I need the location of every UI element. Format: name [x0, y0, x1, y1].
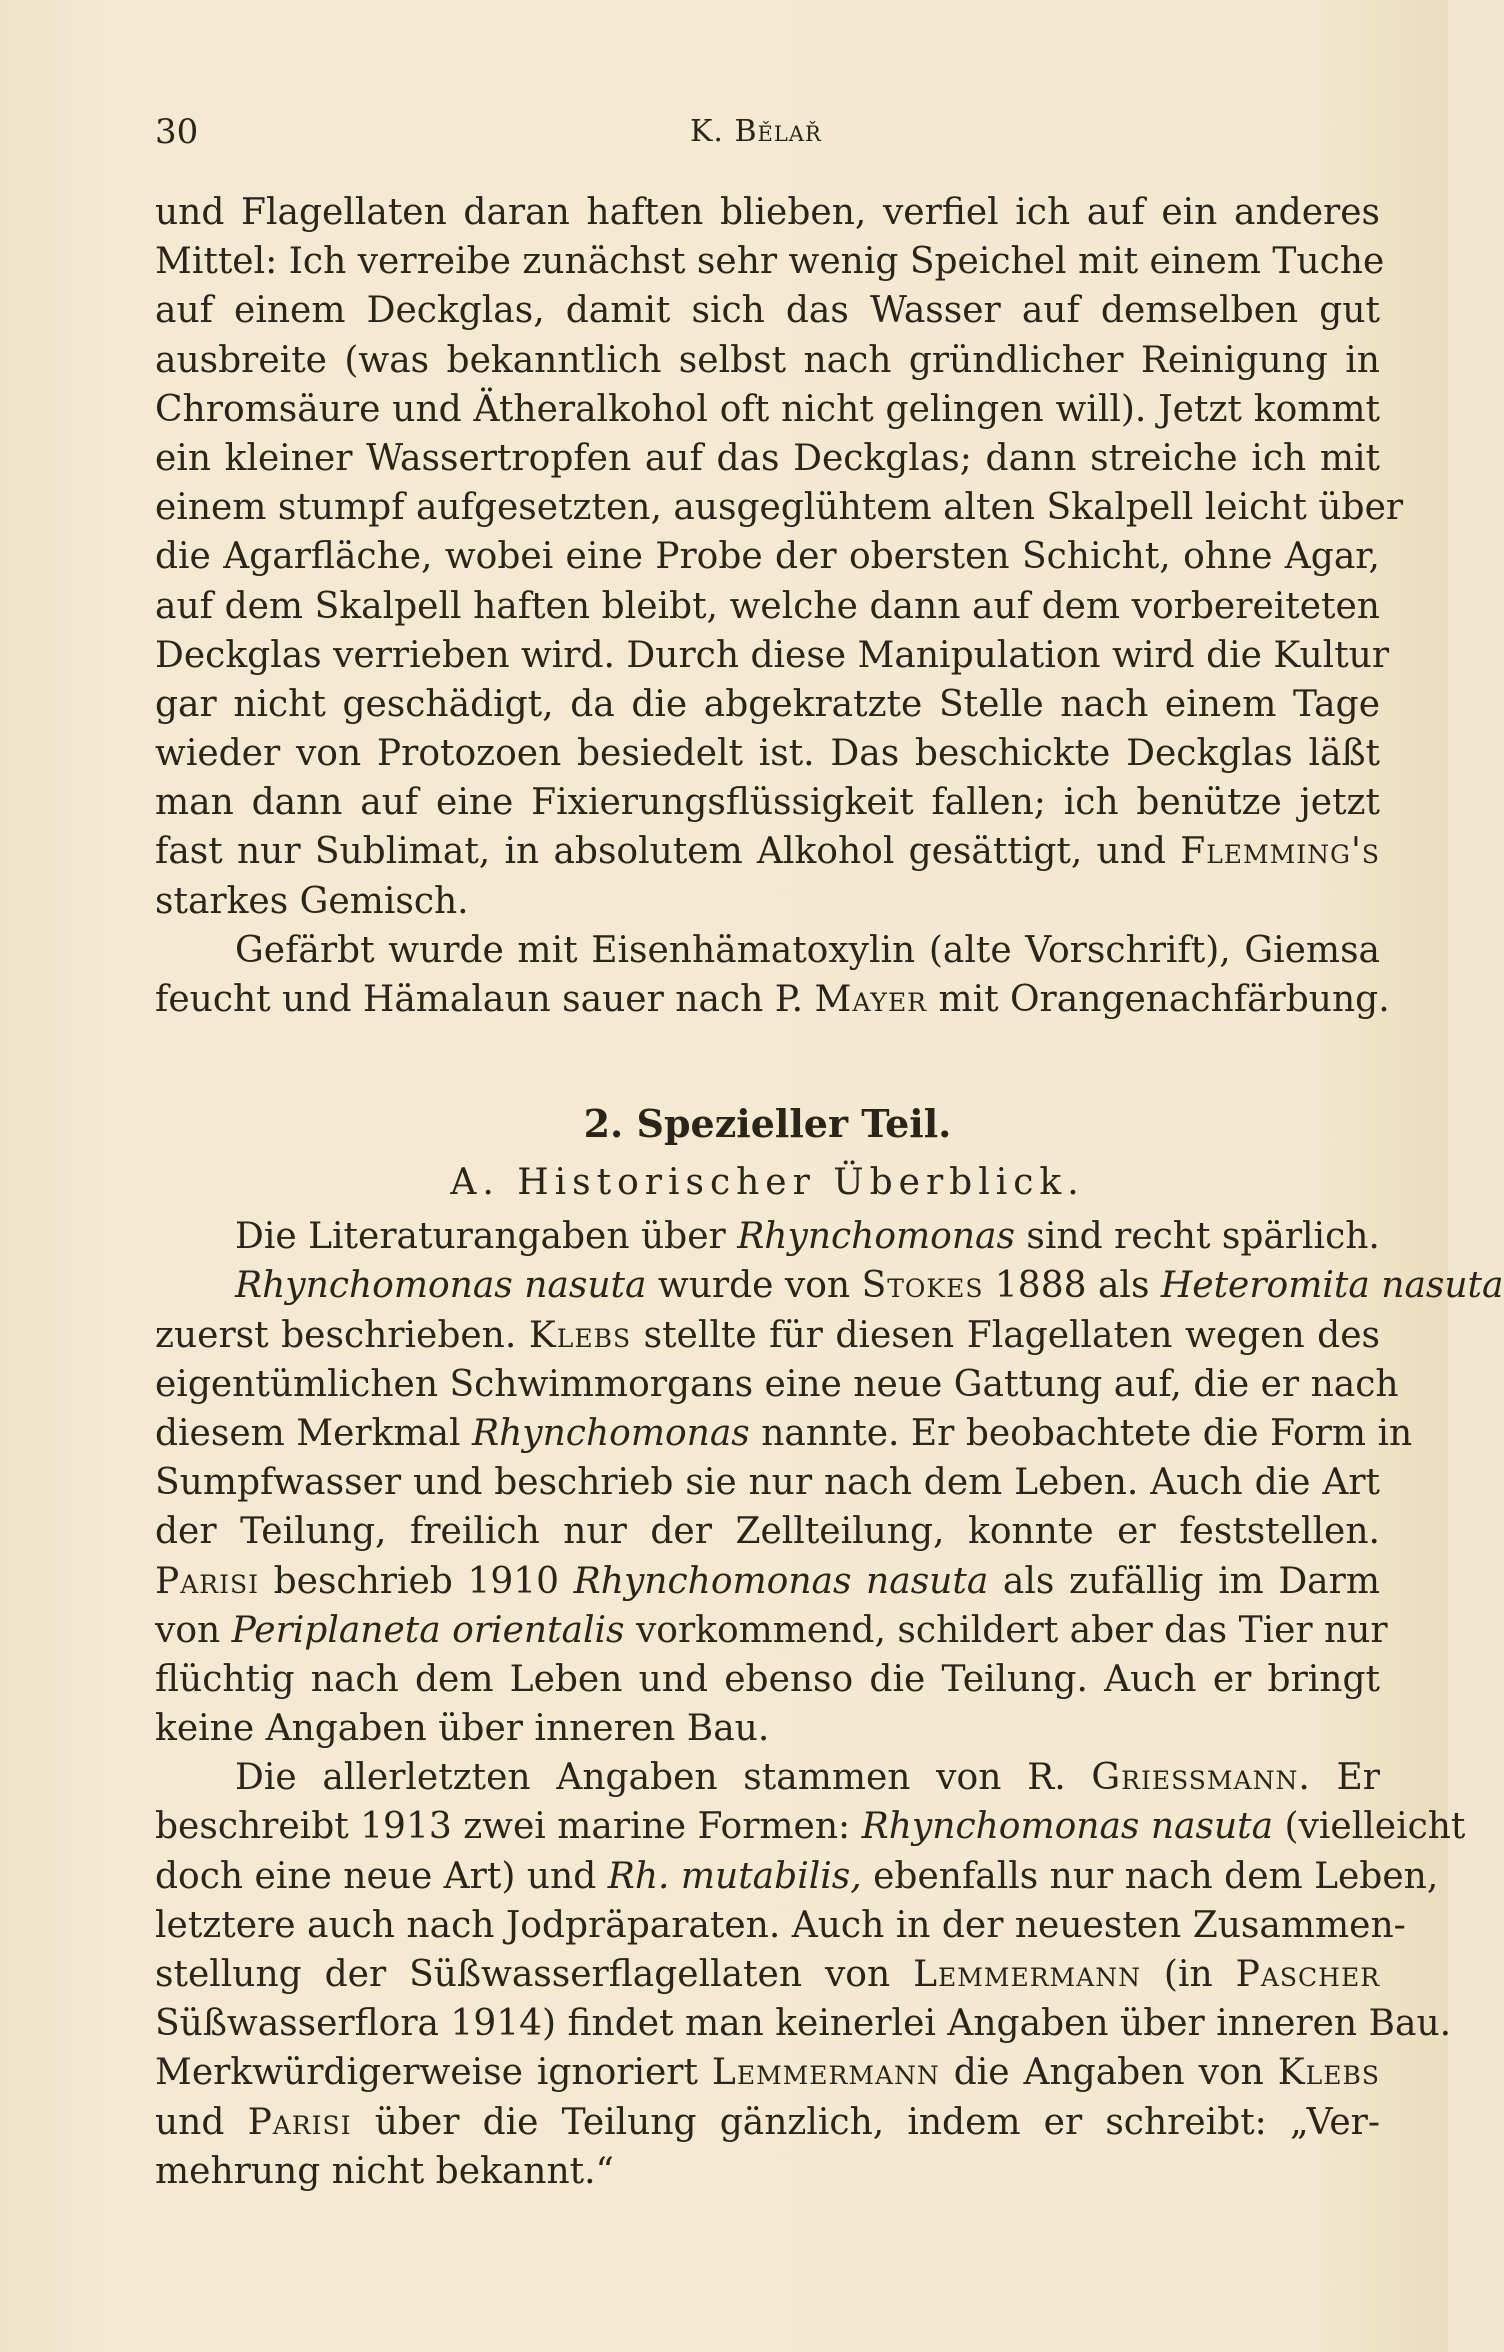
text-line: der Teilung, freilich nur der Zellteilung, konnte er feststellen. — [155, 1511, 1380, 1553]
text-line: letztere auch nach Jodpräparaten. Auch in der neuesten Zusammen- — [155, 1904, 1406, 1946]
text-line: Gefärbt wurde mit Eisenhämatoxylin (alte Vorschrift), Giemsa — [235, 929, 1380, 971]
author-name: Griessmann. — [1091, 1757, 1311, 1799]
text-line: eigentümlichen Schwimmorgans eine neue Gattung auf, die er nach — [155, 1363, 1399, 1405]
paragraph-staining — [155, 926, 1390, 1024]
text-fragment: über die Teilung gänzlich, indem er schreibt: „Ver- — [374, 2101, 1381, 2143]
text-fragment: beschreibt 1913 zwei marine Formen: — [155, 1806, 851, 1848]
text-fragment: sind recht spärlich. — [1026, 1216, 1380, 1258]
text-line: auf einem Deckglas, damit sich das Wasser auf demselben gut — [155, 290, 1380, 332]
taxon-name: Rhynchomonas nasuta — [573, 1560, 989, 1602]
text-fragment: Die Literaturangaben über — [235, 1216, 726, 1258]
author-name: Parisi — [247, 2101, 352, 2143]
text-line: starkes Gemisch. — [155, 880, 469, 922]
text-line — [155, 1212, 1380, 1261]
text-fragment: als zufällig im Darm — [1002, 1560, 1380, 1602]
text-line: und Flagellaten daran haften blieben, verfiel ich auf ein anderes — [155, 192, 1380, 233]
text-fragment: fast nur Sublimat, in absolutem Alkohol gesättigt, und — [155, 831, 1166, 873]
author-name: Klebs — [528, 1314, 632, 1356]
taxon-name: Rhynchomonas nasuta — [235, 1265, 647, 1307]
author-name: Klebs — [1277, 2052, 1381, 2094]
section-spacer — [155, 1024, 1380, 1094]
paragraph-methods — [155, 188, 1404, 926]
text-line — [155, 2098, 1380, 2147]
text-line: keine Angaben über inneren Bau. — [155, 1708, 770, 1750]
text-line: flüchtig nach dem Leben und ebenso die Teilung. Auch er bringt — [155, 1658, 1380, 1700]
text-line: Mittel: Ich verreibe zunächst sehr wenig Speichel mit einem Tuche — [155, 241, 1385, 283]
page-header — [155, 112, 1380, 162]
text-fragment: Die allerletzten Angaben stammen von R. — [235, 1757, 1066, 1799]
text-line: Sumpfwasser und beschrieb sie nur nach dem Leben. Auch die Art — [155, 1462, 1380, 1504]
author-name: Mayer — [814, 979, 928, 1020]
text-fragment: wurde von — [657, 1265, 851, 1307]
text-fragment: stellung der Süßwasserflagellaten von — [155, 1954, 891, 1995]
text-line: wieder von Protozoen besiedelt ist. Das beschickte Deckglas läßt — [155, 733, 1380, 775]
text-fragment: stellte für diesen Flagellaten wegen des — [643, 1314, 1380, 1356]
text-line — [155, 1311, 1380, 1360]
text-line — [155, 827, 1380, 876]
paragraph-recent-literature — [155, 1753, 1466, 2196]
author-name: Pascher — [1235, 1954, 1381, 1995]
author-name: Stokes — [861, 1265, 984, 1307]
page-number: 30 — [155, 112, 199, 152]
text-fragment: die Angaben von — [953, 2052, 1264, 2094]
text-fragment: von — [155, 1609, 221, 1651]
text-line — [155, 1753, 1380, 1802]
page-body — [155, 188, 1504, 2196]
text-line: die Agarfläche, wobei eine Probe der obersten Schicht, ohne Agar, — [155, 536, 1380, 578]
text-line: Chromsäure und Ätheralkohol oft nicht gelingen will). Jetzt kommt — [155, 388, 1380, 430]
text-fragment: nannte. Er beobachtete die Form in — [761, 1412, 1413, 1454]
text-fragment: diesem Merkmal — [155, 1412, 461, 1454]
text-line: Deckglas verrieben wird. Durch diese Manipulation wird die Kultur — [155, 634, 1390, 676]
text-fragment: 1888 als — [994, 1265, 1150, 1307]
text-line: ein kleiner Wassertropfen auf das Deckglas; dann streiche ich mit — [155, 437, 1380, 479]
text-line — [155, 1950, 1380, 1999]
taxon-name: Heteromita nasuta — [1160, 1265, 1504, 1307]
text-line: gar nicht geschädigt, da die abgekratzte Stelle nach einem Tage — [155, 683, 1380, 725]
text-line — [155, 975, 1390, 1024]
text-line: auf dem Skalpell haften bleibt, welche dann auf dem vorbereiteten — [155, 585, 1380, 627]
text-line — [155, 1802, 1466, 1851]
text-fragment: Merkwürdigerweise ignoriert — [155, 2052, 698, 2094]
running-head: K. Bělař — [690, 114, 822, 149]
text-line — [155, 1557, 1380, 1606]
text-fragment: beschrieb 1910 — [273, 1560, 560, 1602]
text-fragment: ebenfalls nur nach dem Leben, — [873, 1855, 1439, 1897]
text-line — [155, 2048, 1380, 2097]
text-fragment: Er — [1336, 1757, 1380, 1799]
text-line: mehrung nicht bekannt.“ — [155, 2150, 614, 2192]
text-line: einem stumpf aufgesetzten, ausgeglühtem alten Skalpell leicht über — [155, 487, 1404, 529]
text-fragment: (in — [1163, 1954, 1213, 1995]
author-name: Lemmermann — [913, 1954, 1141, 1995]
text-fragment: mit Orangenachfärbung. — [938, 979, 1390, 1020]
text-line — [155, 1261, 1504, 1310]
text-line — [155, 1409, 1413, 1458]
text-line: ausbreite (was bekanntlich selbst nach gründlicher Reinigung in — [155, 339, 1380, 381]
author-name: Lemmermann — [711, 2052, 940, 2094]
text-fragment: (vielleicht — [1284, 1806, 1466, 1848]
author-name: Parisi — [155, 1560, 259, 1602]
text-line: man dann auf eine Fixierungsflüssigkeit fallen; ich benütze jetzt — [155, 782, 1380, 824]
taxon-name: Rhynchomonas — [471, 1412, 750, 1454]
subsection-heading: A. Historischer Überblick. — [450, 1162, 1085, 1204]
taxon-name: Rhynchomonas nasuta — [861, 1806, 1274, 1848]
text-fragment: zuerst beschrieben. — [155, 1314, 517, 1356]
text-line: Süßwasserflora 1914) findet man keinerlei Angaben über inneren Bau. — [155, 2003, 1452, 2045]
author-name: Flemming's — [1180, 831, 1380, 873]
paragraph-history — [155, 1212, 1504, 1753]
taxon-name: Rhynchomonas — [737, 1216, 1015, 1258]
text-fragment: feucht und Hämalaun sauer nach P. — [155, 979, 804, 1020]
text-fragment: vorkommend, schildert aber das Tier nur — [635, 1609, 1388, 1651]
section-heading: 2. Spezieller Teil. — [583, 1101, 952, 1147]
text-line — [155, 1606, 1388, 1655]
taxon-name: Periplaneta orientalis — [231, 1609, 625, 1651]
text-fragment: doch eine neue Art) und — [155, 1855, 597, 1897]
text-fragment: und — [155, 2101, 225, 2143]
text-line — [155, 1852, 1439, 1901]
taxon-name: Rh. mutabilis, — [607, 1855, 862, 1897]
